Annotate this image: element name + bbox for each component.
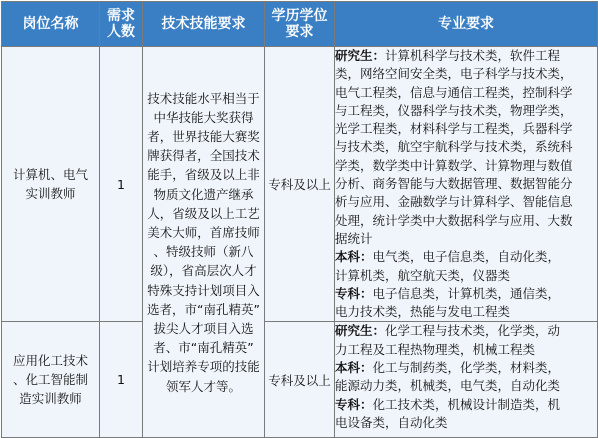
skills-line: 级），省高层次人才 [150, 263, 257, 279]
major-list-text: 处理，统计学类中大数据科学与应用、大数 [335, 212, 573, 228]
major-line [335, 359, 597, 377]
major-list-text: 析与应用、金融数学与计算科学、智能信息 [335, 194, 573, 210]
count-cell: 1 [100, 322, 143, 438]
major-line [335, 138, 597, 156]
major-list-text: 分析、商务智能与大数据管理、数据智能分 [335, 176, 573, 192]
major-list-text: 电气类，电子信息类，自动化类， [372, 249, 561, 265]
table-row [2, 322, 598, 438]
position-line: 实训教师 [25, 186, 76, 202]
major-line [335, 267, 597, 285]
degree-cell: 专科及以上 [265, 322, 335, 438]
major-list-text: 电设备类，自动化类 [335, 414, 448, 430]
skills-line: 、特级技师（新八 [153, 244, 254, 260]
major-line [335, 414, 597, 432]
header-skills: 技术技能要求 [143, 2, 265, 47]
skills-line: 能手，省级及以上非 [147, 167, 260, 183]
header-count-line: 人数 [107, 24, 135, 40]
skills-cell [143, 47, 265, 438]
major-list-text: 电气工程类，信息与通信工程类，控制科学 [335, 84, 573, 100]
skills-line: 牌获得者，全国技术 [147, 148, 260, 164]
skills-line: 人，省级及以上工艺 [147, 205, 260, 221]
skills-line: 拔尖人才项目入选 [153, 321, 254, 337]
header-position: 岗位名称 [2, 2, 100, 47]
header-major: 专业要求 [335, 2, 598, 47]
position-line: 应用化工技术 [12, 353, 88, 369]
major-line [335, 303, 597, 321]
major-cell [335, 322, 598, 438]
degree-category-label: 本科： [335, 360, 373, 376]
major-line [335, 157, 597, 175]
major-line [335, 65, 597, 83]
skills-line: 中华技能大奖获得 [153, 109, 254, 125]
skills-line: 计划培养专项的技能 [147, 359, 260, 375]
major-line [335, 120, 597, 138]
major-list-text: 类，网络空间安全类，电子科学与技术类， [335, 66, 573, 82]
major-list-text: 学类，数学类中计算数学、计算物理与数值 [335, 157, 573, 173]
major-list-text: 与技术类，航空宇航科学与技术类，系统科 [335, 139, 573, 155]
major-list-text: 电力技术类，热能与发电工程类 [335, 304, 511, 320]
skills-line: 领军人才等。 [165, 378, 241, 394]
major-line [335, 285, 597, 303]
header-degree-line: 要求 [285, 24, 314, 40]
position-cell [2, 47, 100, 322]
degree-category-label: 专科： [335, 285, 373, 301]
major-list-text: 与工程类，仪器科学与技术类，物理学类， [335, 102, 573, 118]
major-list-text: 能源动力类，机械类，电气类，自动化类 [335, 378, 561, 394]
skills-text [143, 89, 264, 396]
major-line [335, 322, 597, 340]
major-line [335, 230, 597, 248]
skills-line: 选者，市“南孔精英” [147, 301, 260, 317]
header-count [100, 2, 143, 47]
major-list-text: 计算机科学与技术类，软件工程 [385, 48, 561, 63]
table-row [2, 47, 598, 322]
major-line [335, 102, 597, 120]
header-row [2, 2, 598, 47]
major-text [335, 47, 597, 321]
degree-category-label: 研究生： [335, 48, 386, 63]
degree-category-label: 专科： [335, 396, 373, 412]
position-line: 计算机、电气 [12, 167, 88, 183]
major-list-text: 化工技术类，机械设计制造类，机 [372, 396, 561, 412]
major-line [335, 212, 597, 230]
degree-category-label: 本科： [335, 249, 373, 265]
major-list-text: 化工与制药类，化学类，材料类， [372, 360, 561, 376]
major-cell [335, 47, 598, 322]
major-line [335, 84, 597, 102]
position-line: 造实训教师 [19, 391, 82, 407]
major-line [335, 175, 597, 193]
major-list-text: 据统计 [335, 230, 373, 246]
header-degree [265, 2, 335, 47]
major-list-text: 化学工程与技术类，化学类，动 [385, 323, 561, 339]
position-line: 、化工智能制 [12, 372, 88, 388]
major-line [335, 341, 597, 359]
position-cell [2, 322, 100, 438]
degree-category-label: 研究生： [335, 323, 386, 339]
skills-line: 者、市“南孔精英” [153, 340, 254, 356]
skills-line: 者，世界技能大赛奖 [147, 129, 260, 144]
header-count-line: 需求 [107, 8, 135, 24]
major-line [335, 47, 597, 65]
skills-line: 特殊支持计划项目入 [147, 282, 260, 298]
degree-cell: 专科及以上 [265, 47, 335, 322]
major-text [335, 322, 597, 432]
skills-line: 美术大师，首席技师 [147, 225, 260, 241]
skills-line: 物质文化遗产继承 [153, 186, 254, 202]
skills-line: 技术技能水平相当于 [147, 90, 260, 106]
header-degree-line: 学历学位 [271, 8, 328, 24]
major-list-text: 电子信息类，计算机类，通信类， [372, 285, 561, 301]
major-list-text: 力工程及工程热物理类，机械工程类 [335, 341, 536, 357]
job-requirements-table [1, 1, 598, 438]
major-line [335, 377, 597, 395]
major-line [335, 248, 597, 266]
major-list-text: 计算机类，航空航天类，仪器类 [335, 267, 511, 283]
count-cell: 1 [100, 47, 143, 322]
major-line [335, 396, 597, 414]
major-list-text: 光学工程类，材料科学与工程类，兵器科学 [335, 121, 573, 137]
major-line [335, 193, 597, 211]
